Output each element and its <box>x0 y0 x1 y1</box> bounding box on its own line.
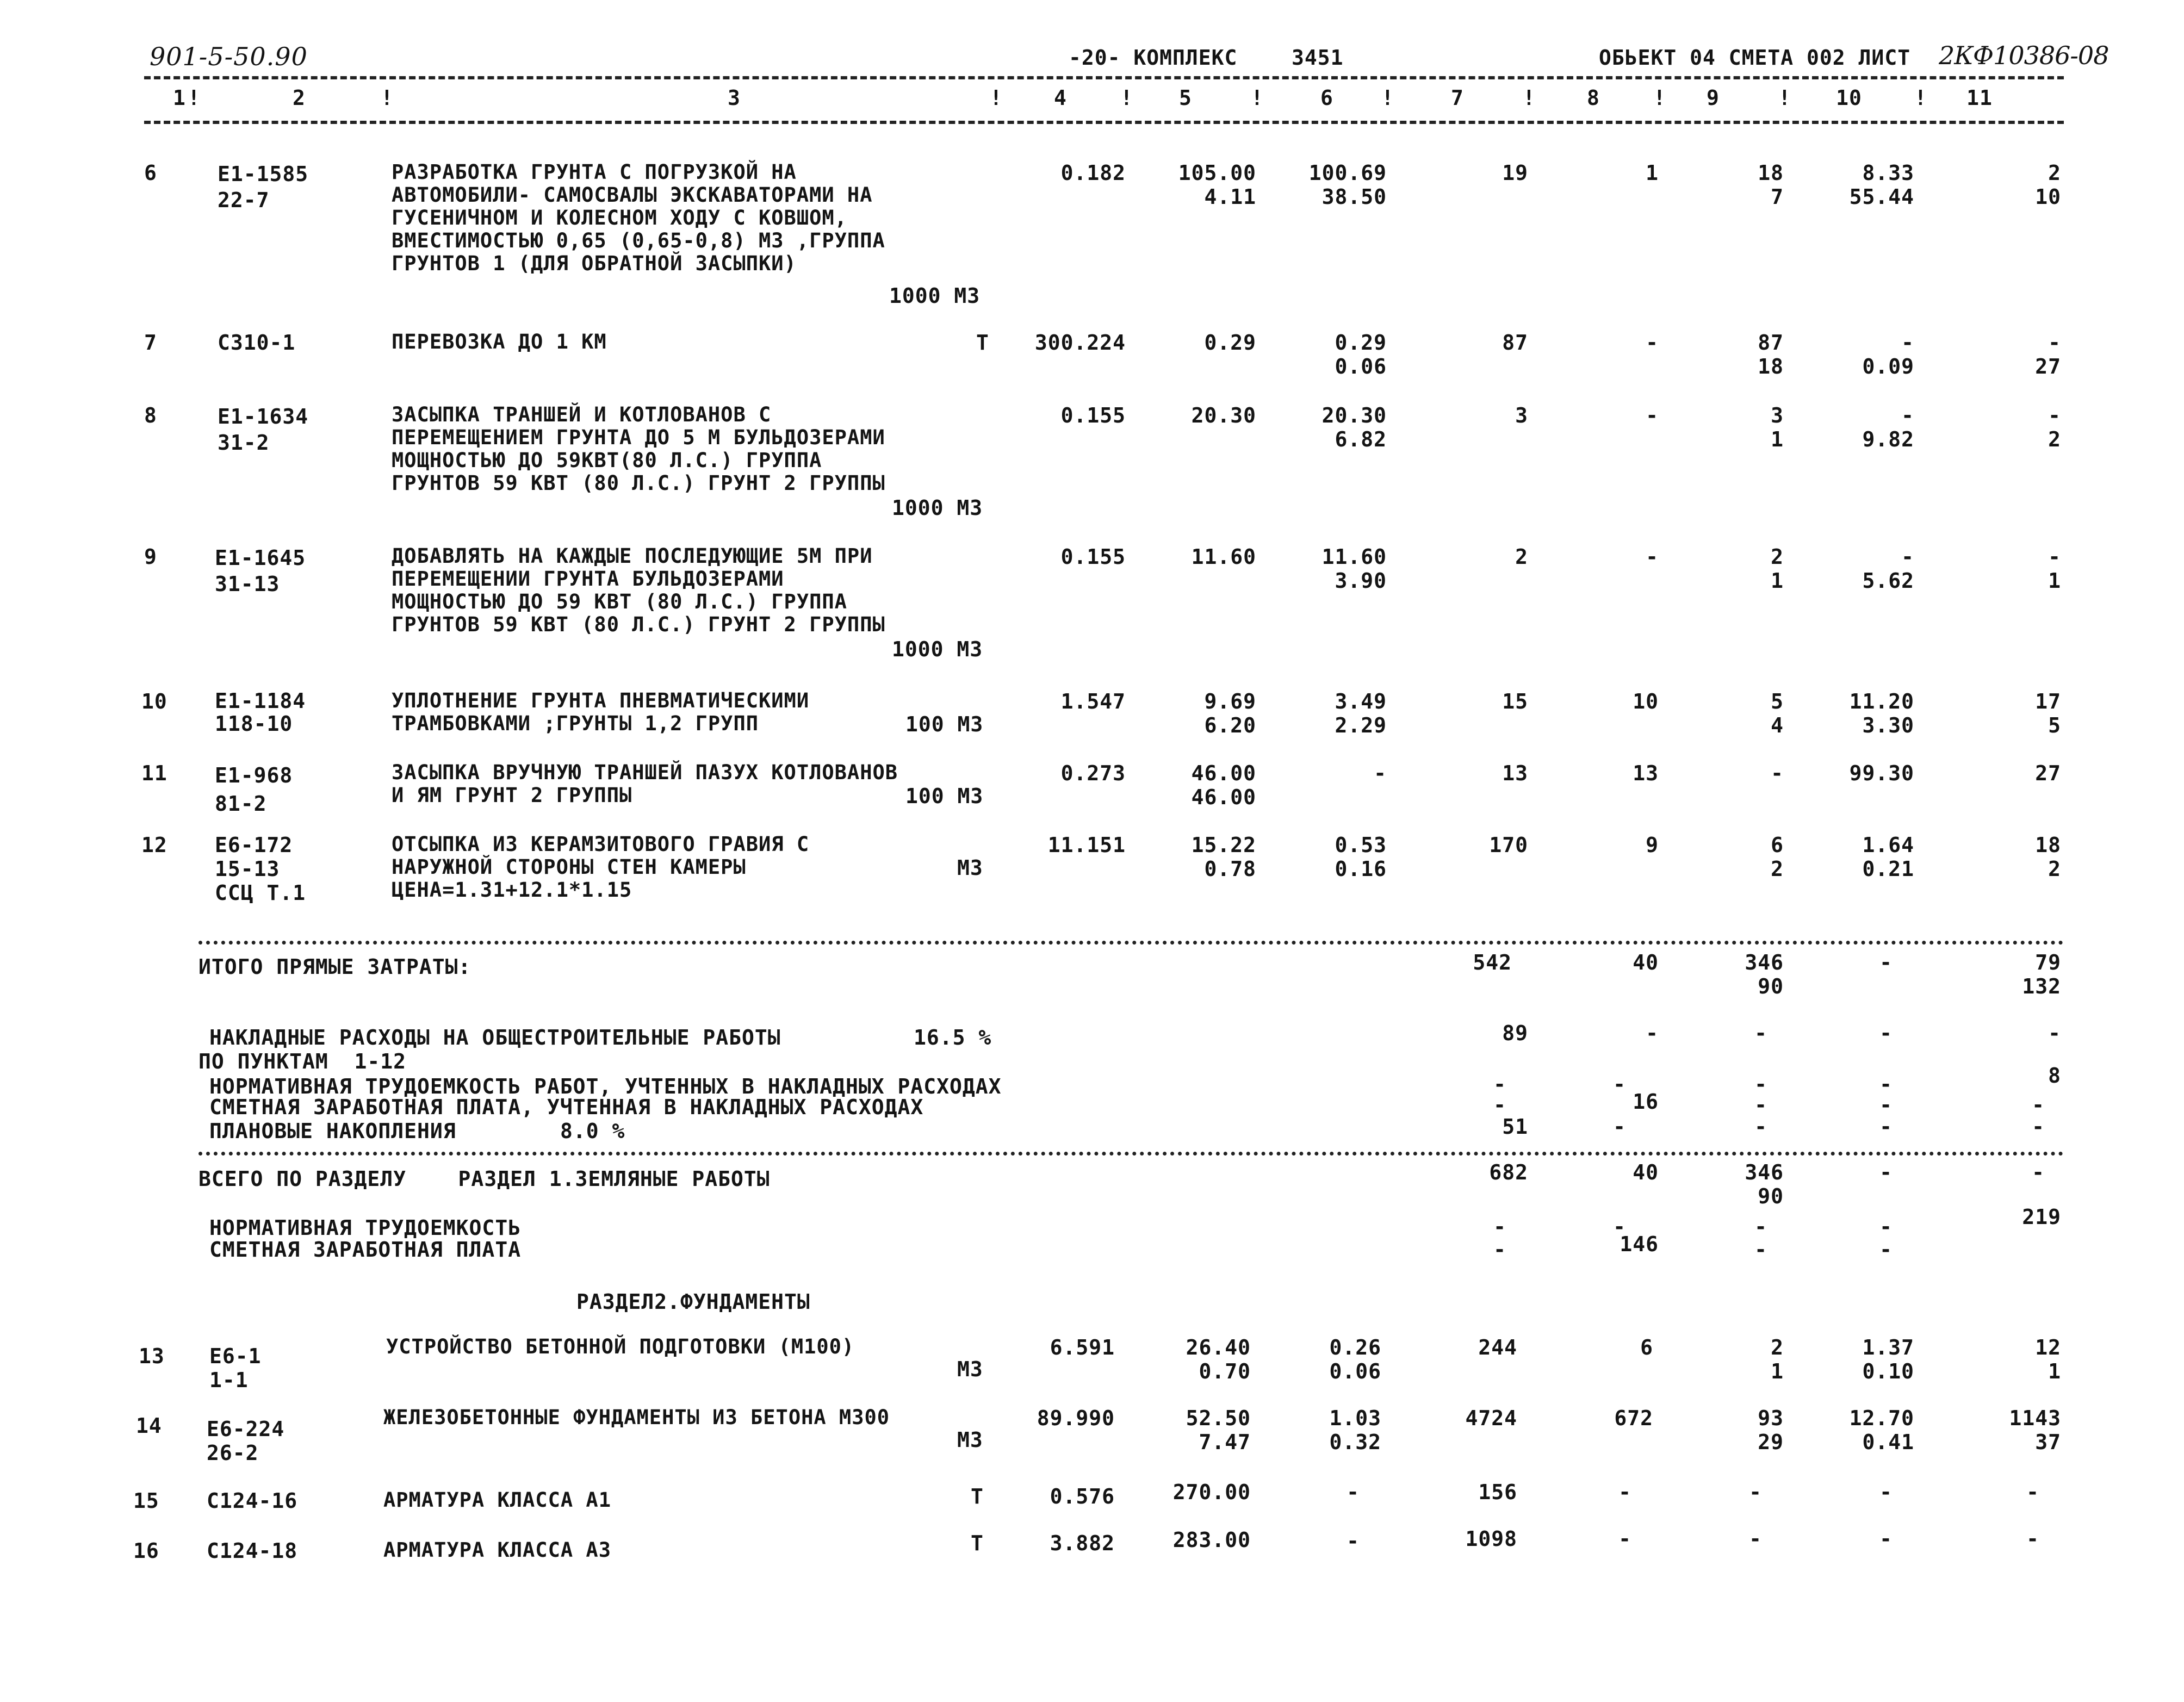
row-unit: Т <box>971 1484 984 1508</box>
row-col9: 6 2 <box>1771 833 1784 881</box>
row-col7: 1098 <box>1465 1527 1517 1551</box>
norm-labor-col10: - <box>1879 1072 1893 1096</box>
row-col5: 270.00 <box>1172 1480 1251 1504</box>
row-code: С124-18 <box>207 1539 298 1563</box>
row-col11: 27 <box>2035 761 2061 785</box>
row-number: 11 <box>141 761 167 785</box>
overhead-col11: - <box>2048 1021 2061 1045</box>
row-code: Е1-1645 31-13 <box>215 546 306 596</box>
row-col7: 87 <box>1502 331 1528 355</box>
col-separator: ! <box>1778 86 1791 110</box>
row-unit: М3 <box>957 1357 983 1381</box>
row-col9: - <box>1749 1527 1762 1551</box>
row-col7: 3 <box>1515 403 1528 427</box>
row-col10: 99.30 <box>1849 761 1914 785</box>
row-number: 9 <box>144 545 157 569</box>
row-description: АРМАТУРА КЛАССА А3 <box>383 1538 611 1562</box>
row-number: 15 <box>133 1489 159 1513</box>
row-unit: 100 М3 <box>905 784 984 808</box>
row-description: АРМАТУРА КЛАССА А1 <box>383 1488 611 1512</box>
section-wage-label: СМЕТНАЯ ЗАРАБОТНАЯ ПЛАТА <box>209 1238 522 1262</box>
row-col7: 170 <box>1489 833 1528 857</box>
row-code: Е6-1 1-1 <box>209 1344 262 1392</box>
row-col6: 0.26 0.06 <box>1329 1335 1381 1383</box>
row-col11: - 1 <box>2048 545 2061 593</box>
section-norm-label: НОРМАТИВНАЯ ТРУДОЕМКОСТЬ <box>209 1216 522 1240</box>
row-col8: - <box>1618 1480 1631 1504</box>
section-norm-col7: - <box>1493 1215 1506 1239</box>
section-norm-col11: 219 <box>2022 1205 2061 1229</box>
row-col9: 87 18 <box>1758 331 1784 378</box>
planned-col7: 51 <box>1502 1115 1528 1139</box>
overhead-label: НАКЛАДНЫЕ РАСХОДЫ НА ОБЩЕСТРОИТЕЛЬНЫЕ РАБОТЫ <box>209 1026 781 1049</box>
row-col6: 11.60 3.90 <box>1321 545 1387 593</box>
col-separator: ! <box>1381 86 1394 110</box>
col-header-7: 7 <box>1451 86 1464 110</box>
row-code: С124-16 <box>207 1489 298 1513</box>
document-code: 901-5-50.90 <box>150 42 308 71</box>
row-unit: М3 <box>957 1428 983 1452</box>
row-col7: 15 <box>1502 690 1528 713</box>
row-col5: 9.69 6.20 <box>1204 690 1256 737</box>
col-header-11: 11 <box>1966 86 1993 110</box>
norm-labor-col7: - <box>1493 1072 1506 1096</box>
row-col8: 13 <box>1633 761 1659 785</box>
row-col6: 100.69 38.50 <box>1308 161 1387 209</box>
row-description: ПЕРЕВОЗКА ДО 1 КМ <box>392 330 607 353</box>
row-col8: 10 <box>1633 690 1659 713</box>
norm-labor-label: НОРМАТИВНАЯ ТРУДОЕМКОСТЬ РАБОТ, УЧТЕННЫХ В НАКЛАДНЫХ РАСХОДАХ <box>209 1074 1002 1098</box>
row-col8: - <box>1646 403 1659 427</box>
row-col6: - <box>1374 761 1387 785</box>
row-col8: - <box>1646 545 1659 569</box>
row-col9: 2 1 <box>1771 1335 1784 1383</box>
complex-number: 3451 <box>1292 46 1344 70</box>
row-col4: 89.990 <box>1037 1406 1115 1430</box>
row-col6: 0.29 0.06 <box>1335 331 1387 378</box>
row-col8: - <box>1646 331 1659 355</box>
row-col7: 19 <box>1502 161 1528 185</box>
col-header-3: 3 <box>728 86 741 110</box>
direct-col10: - <box>1879 951 1893 974</box>
wage-col9: - <box>1754 1093 1767 1117</box>
row-col5: 283.00 <box>1172 1528 1251 1552</box>
row-unit: 1000 М3 <box>889 284 981 308</box>
direct-col9: 346 90 <box>1745 951 1784 998</box>
row-col11: - 27 <box>2035 331 2061 378</box>
wage-label: СМЕТНАЯ ЗАРАБОТНАЯ ПЛАТА, УЧТЕННАЯ В НАКЛАДНЫХ РАСХОДАХ <box>209 1095 924 1119</box>
row-col7: 156 <box>1478 1480 1517 1504</box>
section-total-col10: - <box>1879 1160 1893 1184</box>
planned-col9: - <box>1754 1115 1767 1139</box>
row-col6: 0.53 0.16 <box>1335 833 1387 881</box>
row-number: 14 <box>136 1414 162 1438</box>
row-unit: 1000 М3 <box>892 637 983 661</box>
row-unit: Т <box>971 1531 984 1555</box>
row-col6: 1.03 0.32 <box>1329 1406 1381 1454</box>
direct-col11: 79 132 <box>2022 951 2061 998</box>
section-wage-col10: - <box>1879 1238 1893 1262</box>
row-number: 8 <box>144 403 157 427</box>
row-col9: - <box>1749 1480 1762 1504</box>
row-col5: 11.60 <box>1191 545 1256 569</box>
planned-col11: - <box>2032 1115 2045 1139</box>
row-col4: 6.591 <box>1050 1335 1115 1359</box>
section-total-label: ВСЕГО ПО РАЗДЕЛУ РАЗДЕЛ 1.ЗЕМЛЯНЫЕ РАБОТЫ <box>198 1167 770 1191</box>
row-col4: 0.182 <box>1060 161 1126 185</box>
row-col11: - <box>2026 1527 2039 1551</box>
row-code: Е1-968 81-2 <box>215 763 293 816</box>
section-total-col7: 682 <box>1489 1160 1528 1184</box>
row-unit: 1000 М3 <box>892 496 983 520</box>
row-number: 7 <box>144 331 157 355</box>
col-separator: ! <box>188 86 201 110</box>
row-description: ЗАСЫПКА ТРАНШЕЙ И КОТЛОВАНОВ С ПЕРЕМЕЩЕНИЕМ ГРУНТА ДО 5 М БУЛЬДОЗЕРАМИ МОЩНОСТЬЮ ДО 59КВТ(80 Л.С.) ГРУППА ГРУНТОВ 59 КВТ (80 Л.С.) ГРУНТ 2 ГРУППЫ <box>392 403 885 495</box>
row-col9: 3 1 <box>1771 403 1784 451</box>
header-rule-bottom <box>144 121 2064 124</box>
section-total-col9: 346 90 <box>1745 1160 1784 1208</box>
row-col8: 1 <box>1646 161 1659 185</box>
direct-col8: 40 <box>1633 951 1659 974</box>
planned-col8: - <box>1613 1115 1626 1139</box>
row-col6: - <box>1347 1480 1360 1504</box>
row-col11: 12 1 <box>2035 1335 2061 1383</box>
row-col4: 0.155 <box>1060 403 1126 427</box>
row-col5: 15.22 0.78 <box>1191 833 1256 881</box>
row-col10: 12.70 0.41 <box>1849 1406 1914 1454</box>
overhead-col9: - <box>1754 1021 1767 1045</box>
section-norm-col8: - <box>1613 1215 1626 1239</box>
row-unit: Т <box>976 331 989 355</box>
col-separator: ! <box>990 86 1003 110</box>
row-col11: - 2 <box>2048 403 2061 451</box>
planned-label: ПЛАНОВЫЕ НАКОПЛЕНИЯ <box>209 1119 456 1143</box>
row-col5: 105.00 4.11 <box>1178 161 1256 209</box>
col-header-10: 10 <box>1836 86 1862 110</box>
row-col8: - <box>1618 1527 1631 1551</box>
col-header-9: 9 <box>1707 86 1720 110</box>
norm-labor-col9: - <box>1754 1072 1767 1096</box>
col-header-4: 4 <box>1054 86 1067 110</box>
row-col4: 0.155 <box>1060 545 1126 569</box>
sheet-code: 2КФ10386-08 <box>1939 41 2109 70</box>
row-col5: 0.29 <box>1204 331 1256 355</box>
row-col4: 3.882 <box>1050 1531 1115 1555</box>
direct-col7: 542 <box>1473 951 1512 974</box>
col-separator: ! <box>1251 86 1264 110</box>
row-col4: 0.273 <box>1060 761 1126 785</box>
col-separator: ! <box>1914 86 1927 110</box>
row-col7: 244 <box>1478 1335 1517 1359</box>
row-code: Е1-1184 118-10 <box>215 689 306 736</box>
row-col6: 20.30 6.82 <box>1321 403 1387 451</box>
section-norm-col9: - <box>1754 1215 1767 1239</box>
row-code: С310-1 <box>218 331 296 355</box>
row-description: УПЛОТНЕНИЕ ГРУНТА ПНЕВМАТИЧЕСКИМИ ТРАМБОВКАМИ ;ГРУНТЫ 1,2 ГРУПП <box>392 689 810 735</box>
section-wage-col7: - <box>1493 1238 1506 1262</box>
row-col11: 18 2 <box>2035 833 2061 881</box>
row-unit: М3 <box>957 856 983 880</box>
wage-col10: - <box>1879 1093 1893 1117</box>
row-description: ЖЕЛЕЗОБЕТОННЫЕ ФУНДАМЕНТЫ ИЗ БЕТОНА М300 <box>383 1406 890 1429</box>
col-header-6: 6 <box>1320 86 1333 110</box>
header-rule-top <box>144 76 2064 79</box>
col-header-2: 2 <box>293 86 306 110</box>
row-col9: 2 1 <box>1771 545 1784 593</box>
row-description: ДОБАВЛЯТЬ НА КАЖДЫЕ ПОСЛЕДУЮЩИЕ 5М ПРИ ПЕРЕМЕЩЕНИИ ГРУНТА БУЛЬДОЗЕРАМИ МОЩНОСТЬЮ ДО 59 КВТ (80 Л.С.) ГРУППА ГРУНТОВ 59 КВТ (80 Л.С.) ГРУНТ 2 ГРУППЫ <box>392 544 885 636</box>
row-code: Е6-172 15-13 ССЦ Т.1 <box>215 833 306 905</box>
col-header-5: 5 <box>1179 86 1192 110</box>
row-col10: 1.64 0.21 <box>1862 833 1914 881</box>
row-number: 6 <box>144 161 157 185</box>
col-separator: ! <box>381 86 394 110</box>
row-col10: - <box>1879 1480 1893 1504</box>
row-number: 16 <box>133 1539 159 1563</box>
row-col5: 26.40 0.70 <box>1186 1335 1251 1383</box>
wage-col8: 16 <box>1633 1090 1659 1114</box>
norm-labor-col8: - <box>1613 1072 1626 1096</box>
planned-percent: 8.0 % <box>560 1119 625 1143</box>
section-norm-col10: - <box>1879 1215 1893 1239</box>
page-label: -20- КОМПЛЕКС <box>1069 46 1238 70</box>
row-col8: 6 <box>1640 1335 1653 1359</box>
row-col10: - 9.82 <box>1862 403 1914 451</box>
row-unit: 100 М3 <box>905 712 984 736</box>
row-col7: 13 <box>1502 761 1528 785</box>
row-col11: 2 10 <box>2035 161 2061 209</box>
row-col8: 9 <box>1646 833 1659 857</box>
row-col5: 46.00 46.00 <box>1191 761 1256 809</box>
row-col11: - <box>2026 1480 2039 1504</box>
col-separator: ! <box>1120 86 1133 110</box>
row-description: РАЗРАБОТКА ГРУНТА С ПОГРУЗКОЙ НА АВТОМОБИЛИ- САМОСВАЛЫ ЭКСКАВАТОРАМИ НА ГУСЕНИЧНОМ И КОЛЕСНОМ ХОДУ С КОВШОМ, ВМЕСТИМОСТЬЮ 0,65 (0,65-0,8) М3 ,ГРУППА ГРУНТОВ 1 (ДЛЯ ОБРАТНОЙ ЗАСЫПКИ) <box>392 160 885 275</box>
row-col4: 1.547 <box>1060 690 1126 713</box>
overhead-col7: 89 <box>1502 1021 1528 1045</box>
norm-labor-col11: 8 <box>2048 1064 2061 1088</box>
wage-col7: - <box>1493 1093 1506 1117</box>
row-code: Е1-1634 31-2 <box>218 405 309 455</box>
section-wage-col9: - <box>1754 1238 1767 1262</box>
planned-col10: - <box>1879 1115 1893 1139</box>
row-description: УСТРОЙСТВО БЕТОННОЙ ПОДГОТОВКИ (М100) <box>386 1335 855 1358</box>
row-number: 12 <box>141 833 167 857</box>
row-description: ОТСЫПКА ИЗ КЕРАМЗИТОВОГО ГРАВИЯ С НАРУЖНОЙ СТОРОНЫ СТЕН КАМЕРЫ ЦЕНА=1.31+12.1*1.15 <box>392 833 810 902</box>
row-col9: 93 29 <box>1758 1406 1784 1454</box>
row-col10: - 5.62 <box>1862 545 1914 593</box>
col-header-1: 1 <box>173 86 186 110</box>
section-2-title: РАЗДЕЛ2.ФУНДАМЕНТЫ <box>576 1290 810 1314</box>
row-col9: 5 4 <box>1771 690 1784 737</box>
row-number: 13 <box>139 1344 165 1368</box>
row-col4: 300.224 <box>1034 331 1126 355</box>
row-col8: 672 <box>1614 1406 1653 1430</box>
dotted-separator <box>198 1152 2064 1156</box>
row-col7: 2 <box>1515 545 1528 569</box>
row-code: Е6-224 26-2 <box>207 1417 285 1465</box>
row-code: Е1-1585 22-7 <box>218 162 309 212</box>
row-col11: 17 5 <box>2035 690 2061 737</box>
row-description: ЗАСЫПКА ВРУЧНУЮ ТРАНШЕЙ ПАЗУХ КОТЛОВАНОВ И ЯМ ГРУНТ 2 ГРУППЫ <box>392 761 898 807</box>
row-col7: 4724 <box>1465 1406 1517 1430</box>
row-col4: 11.151 <box>1047 833 1126 857</box>
overhead-percent: 16.5 % <box>914 1026 992 1049</box>
row-col6: - <box>1347 1529 1360 1553</box>
section-wage-col8: 146 <box>1620 1232 1659 1256</box>
row-col6: 3.49 2.29 <box>1335 690 1387 737</box>
dotted-separator <box>198 941 2064 945</box>
row-col9: - <box>1771 761 1784 785</box>
row-col10: - <box>1879 1527 1893 1551</box>
overhead-col10: - <box>1879 1021 1893 1045</box>
row-col4: 0.576 <box>1050 1484 1115 1508</box>
wage-col11: - <box>2032 1093 2045 1117</box>
col-separator: ! <box>1653 86 1666 110</box>
row-col10: 11.20 3.30 <box>1849 690 1914 737</box>
object-info: ОБЬЕКТ 04 СМЕТА 002 ЛИСТ <box>1599 46 1911 70</box>
overhead-items: ПО ПУНКТАМ 1-12 <box>198 1049 407 1073</box>
row-col9: 18 7 <box>1758 161 1784 209</box>
row-col10: - 0.09 <box>1862 331 1914 378</box>
overhead-col8: - <box>1646 1021 1659 1045</box>
col-header-8: 8 <box>1587 86 1600 110</box>
row-number: 10 <box>141 690 167 713</box>
row-col5: 20.30 <box>1191 403 1256 427</box>
direct-costs-label: ИТОГО ПРЯМЫЕ ЗАТРАТЫ: <box>198 955 471 979</box>
col-separator: ! <box>1523 86 1536 110</box>
row-col11: 1143 37 <box>2009 1406 2061 1454</box>
section-total-col8: 40 <box>1633 1160 1659 1184</box>
row-col10: 1.37 0.10 <box>1862 1335 1914 1383</box>
row-col5: 52.50 7.47 <box>1186 1406 1251 1454</box>
section-total-col11: - <box>2032 1160 2045 1184</box>
row-col10: 8.33 55.44 <box>1849 161 1914 209</box>
